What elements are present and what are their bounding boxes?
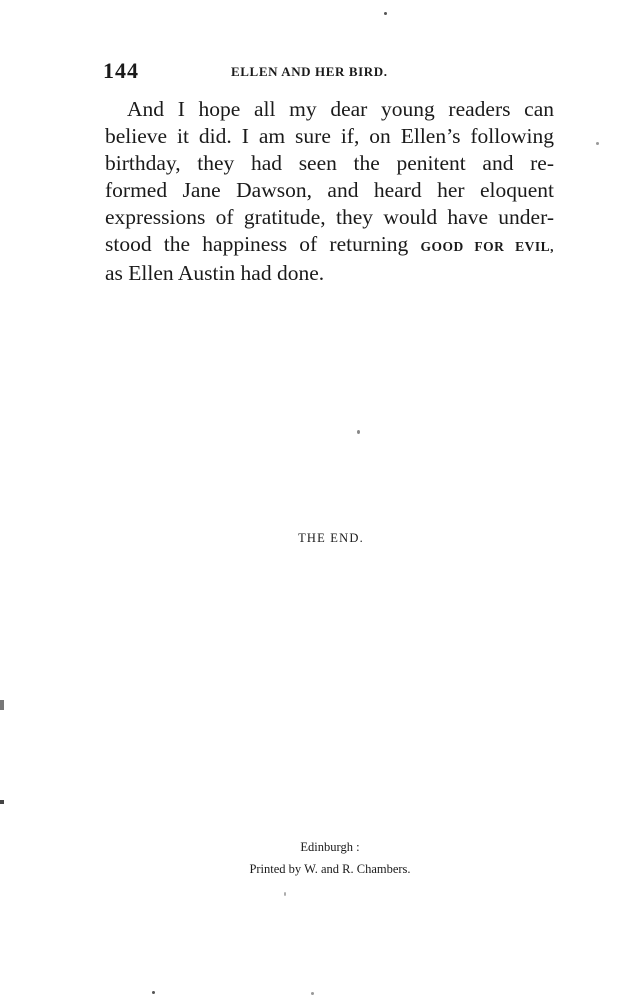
the-end-mark: THE END. bbox=[298, 531, 364, 545]
good-for-evil-emphasis: GOOD FOR EVIL, bbox=[420, 239, 554, 254]
closing-paragraph bbox=[105, 96, 554, 287]
paragraph-line-1: And I hope all my dear young readers can bbox=[127, 97, 554, 121]
colophon-printer: Printed by W. and R. Chambers. bbox=[249, 862, 411, 876]
paragraph-line-6 bbox=[105, 231, 554, 260]
scan-speck bbox=[384, 12, 387, 15]
scan-speck bbox=[357, 430, 360, 434]
paragraph-line-2: believe it did. I am sure if, on Ellen’s following bbox=[105, 124, 554, 148]
scan-speck bbox=[596, 142, 599, 145]
running-head bbox=[103, 58, 553, 88]
colophon-place: Edinburgh : bbox=[300, 840, 360, 854]
page-number: 144 bbox=[103, 58, 139, 83]
paragraph-line-7: as Ellen Austin had done. bbox=[105, 261, 325, 285]
scan-edge-mark bbox=[0, 700, 4, 710]
colophon bbox=[0, 836, 640, 880]
paragraph-line-3: birthday, they had seen the penitent and re- bbox=[105, 151, 554, 175]
paragraph-line-6-text: stood the happiness of returning bbox=[105, 232, 421, 256]
scan-speck bbox=[311, 992, 314, 995]
paragraph-line-4: formed Jane Dawson, and heard her eloquent bbox=[105, 178, 554, 202]
paragraph-line-5: expressions of gratitude, they would have under- bbox=[105, 205, 554, 229]
running-title: ELLEN AND HER BIRD. bbox=[231, 64, 388, 79]
scan-speck bbox=[284, 892, 286, 896]
scan-speck bbox=[152, 991, 155, 994]
scan-edge-mark bbox=[0, 800, 4, 804]
